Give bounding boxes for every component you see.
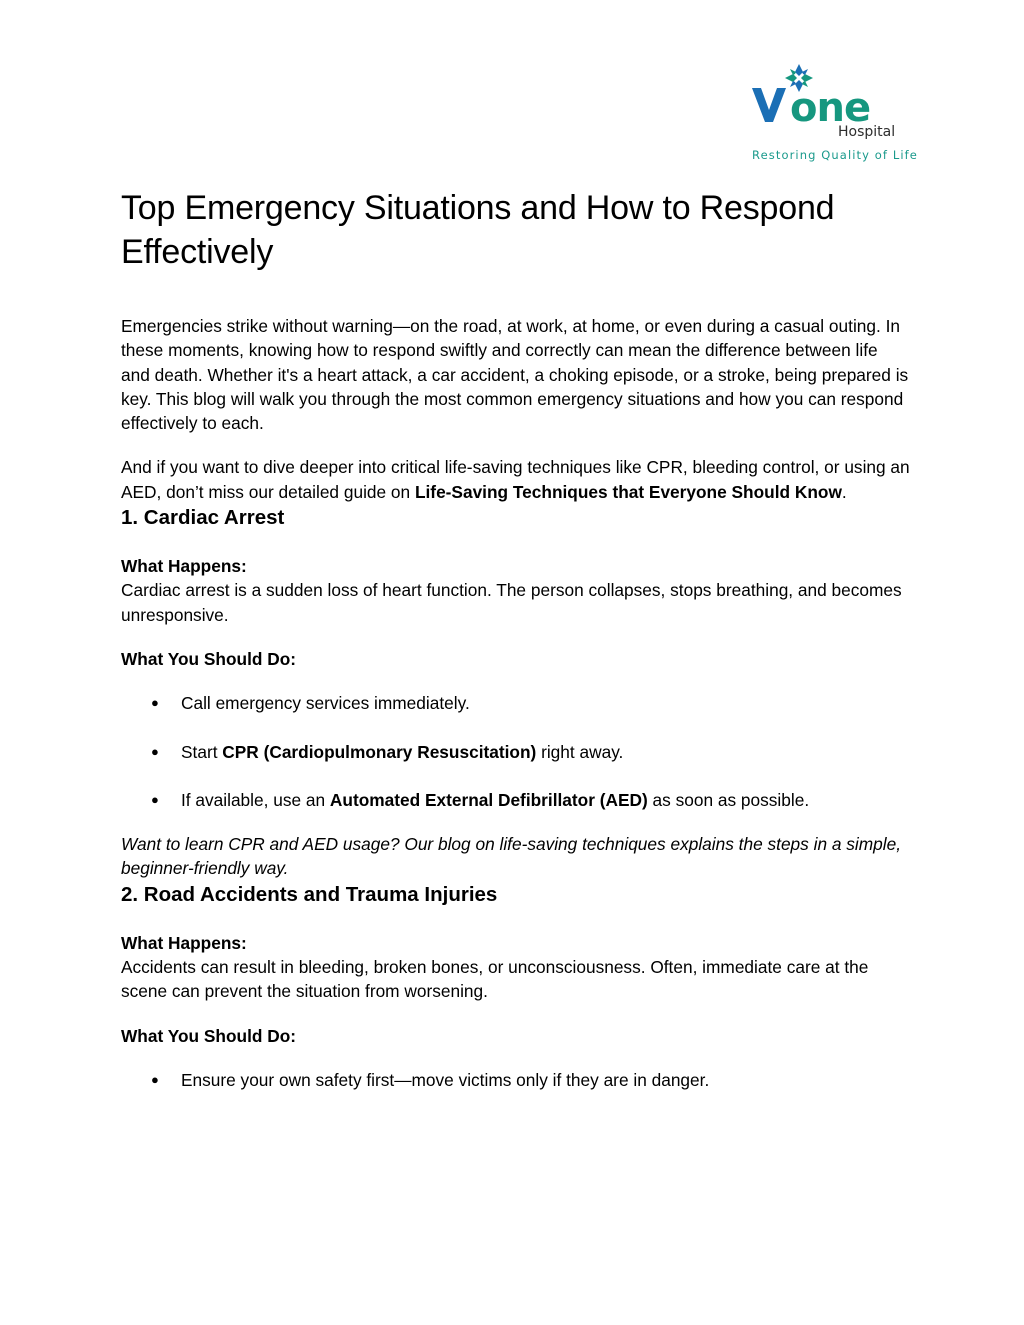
what-to-do-label	[121, 647, 911, 671]
logo-tagline: Restoring Quality of Life	[752, 148, 918, 162]
what-to-do-label-text: What You Should Do:	[121, 1025, 297, 1046]
action-list	[121, 1068, 911, 1092]
list-item-text: right away.	[536, 741, 624, 762]
cpr-note: Want to learn CPR and AED usage? Our blog on life-saving techniques explains the steps in a simple, beginner-friendly way.	[121, 834, 902, 879]
list-item-text: If available, use an	[181, 789, 330, 810]
bullet-icon: ●	[151, 791, 159, 807]
list-item-bold: CPR (Cardiopulmonary Resuscitation)	[222, 741, 537, 762]
bullet-icon: ●	[151, 743, 159, 759]
intro-paragraph-guide	[121, 455, 911, 504]
list-item-bold: Automated External Defibrillator (AED)	[329, 789, 648, 810]
what-happens-label: What Happens:	[121, 556, 247, 577]
list-item	[121, 740, 911, 764]
page-title: Top Emergency Situations and How to Respond Effectively	[121, 189, 835, 271]
what-to-do-label	[121, 1024, 911, 1048]
intro-guide-text: And if you want to dive deeper into critical life-saving techniques like CPR, bleeding control, or using an AED, don’t miss our detailed guide on	[121, 457, 910, 502]
list-item-text: Ensure your own safety first—move victims only if they are in danger.	[181, 1069, 710, 1090]
what-happens-label: What Happens:	[121, 932, 247, 953]
section-heading-cardiac-arrest: 1. Cardiac Arrest	[121, 506, 285, 530]
what-to-do-label-text: What You Should Do:	[121, 648, 297, 669]
what-happens-block	[121, 554, 911, 627]
list-item-text: Call emergency services immediately.	[181, 693, 470, 714]
guide-title-link[interactable]: Life-Saving Techniques that Everyone Should Know	[414, 481, 842, 502]
action-list	[121, 691, 911, 812]
section-heading-road-accidents: 2. Road Accidents and Trauma Injuries	[121, 882, 498, 906]
list-item	[121, 788, 911, 812]
list-item	[121, 691, 911, 715]
what-happens-text: Cardiac arrest is a sudden loss of heart function. The person collapses, stops breathing, and becomes unresponsive.	[121, 580, 902, 625]
intro-guide-end: .	[841, 481, 847, 502]
list-item	[121, 1068, 911, 1092]
what-happens-text: Accidents can result in bleeding, broken bones, or unconsciousness. Often, immediate care at the scene can prevent the situation from worsening.	[121, 957, 869, 1002]
bullet-icon: ●	[151, 1071, 159, 1087]
bullet-icon: ●	[151, 695, 159, 711]
logo-hospital-text: Hospital	[838, 124, 896, 140]
vone-hospital-logo	[752, 60, 918, 164]
what-happens-block	[121, 931, 911, 1004]
svg-text:one: one	[790, 85, 871, 130]
intro-paragraph: Emergencies strike without warning—on the road, at work, at home, or even during a casual outing. In these moments, knowing how to respond swiftly and correctly can mean the difference between life and death. Whether it's a heart attack, a car accident, a choking episode, or a stroke, being prepared is key. This blog will walk you through the most common emergency situations and how you can respond effectively to each.	[121, 316, 909, 434]
list-item-text: Start	[181, 741, 223, 762]
list-item-text: as soon as possible.	[647, 789, 810, 810]
vone-logo-mark	[752, 60, 912, 130]
article-body	[121, 186, 911, 1092]
